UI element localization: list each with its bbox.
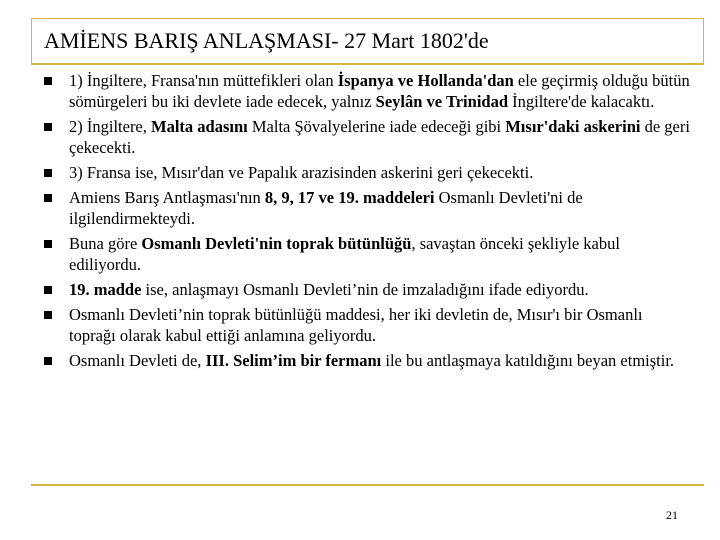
bullet-emphasis: İspanya ve Hollanda'dan bbox=[337, 71, 514, 90]
bullet-text: ise, anlaşmayı Osmanlı Devleti’nin de imzaladığını ifade ediyordu. bbox=[141, 280, 589, 300]
bullet-item bbox=[41, 279, 691, 300]
square-bullet-icon bbox=[44, 357, 52, 365]
bullet-text: ile bu antlaşmaya katıldığını beyan etmiştir. bbox=[381, 351, 675, 371]
title-underline bbox=[31, 63, 704, 65]
bullet-item bbox=[41, 304, 691, 347]
bullet-text: de geri çekecekti. bbox=[69, 117, 690, 158]
bullet-text: 1) İngiltere, Fransa'nın müttefikleri olan bbox=[69, 71, 338, 90]
bullet-item bbox=[41, 70, 691, 113]
bullet-text: Osmanlı Devleti'ni de ilgilendirmekteydi. bbox=[69, 187, 583, 229]
square-bullet-icon bbox=[44, 77, 52, 85]
bullet-text: Buna göre bbox=[69, 234, 142, 254]
square-bullet-icon bbox=[44, 123, 52, 131]
square-bullet-icon bbox=[44, 194, 52, 202]
square-bullet-icon bbox=[44, 169, 52, 177]
bullet-text: İngiltere'de kalacaktı. bbox=[508, 92, 655, 112]
page-number: 21 bbox=[666, 508, 678, 522]
page-title: AMİENS BARIŞ ANLAŞMASI- 27 Mart 1802'de bbox=[44, 28, 489, 53]
bullet-text: Osmanlı Devleti’nin toprak bütünlüğü maddesi, her iki devletin de, Mısır'ı bir Osmanlı toprağı olarak kabul ettiği anlamına geliyordu. bbox=[69, 304, 643, 346]
square-bullet-icon bbox=[44, 240, 52, 248]
bullet-emphasis: 19. madde bbox=[69, 280, 142, 300]
bullet-text: 3) Fransa ise, Mısır'dan ve Papalık arazisinden askerini geri çekecekti. bbox=[69, 163, 534, 183]
frame-left-accent bbox=[31, 18, 32, 63]
bottom-divider bbox=[31, 484, 704, 486]
bullet-emphasis: III. Selim’im bir fermanı bbox=[205, 351, 382, 371]
square-bullet-icon bbox=[44, 311, 52, 319]
bullet-text: Amiens Barış Antlaşması'nın bbox=[69, 187, 265, 207]
bullet-emphasis: Seylân ve Trinidad bbox=[375, 92, 509, 112]
bullet-item bbox=[41, 350, 691, 371]
frame-top-border bbox=[31, 18, 704, 19]
bullet-emphasis: Mısır'daki askerini bbox=[505, 117, 641, 137]
bullet-text: 2) İngiltere, bbox=[69, 117, 152, 137]
bullet-list bbox=[41, 70, 691, 375]
bullet-emphasis: Malta adasını bbox=[151, 117, 248, 137]
bullet-item bbox=[41, 116, 691, 159]
bullet-item bbox=[41, 233, 691, 276]
bullet-item bbox=[41, 187, 691, 230]
bullet-emphasis: 8, 9, 17 ve 19. maddeleri bbox=[264, 187, 435, 207]
bullet-item bbox=[41, 162, 691, 183]
bullet-emphasis: Osmanlı Devleti'nin toprak bütünlüğü bbox=[141, 234, 412, 254]
bullet-text: Malta Şövalyelerine iade edeceği gibi bbox=[247, 117, 506, 137]
square-bullet-icon bbox=[44, 286, 52, 294]
bullet-text: ele geçirmiş olduğu bütün sömürgeleri bu iki devlete iade edecek, yalnız bbox=[69, 71, 690, 112]
frame-right-accent bbox=[703, 18, 704, 63]
bullet-text: Osmanlı Devleti de, bbox=[69, 351, 206, 371]
bullet-text: , savaştan önceki şekliyle kabul ediliyordu. bbox=[69, 234, 620, 275]
